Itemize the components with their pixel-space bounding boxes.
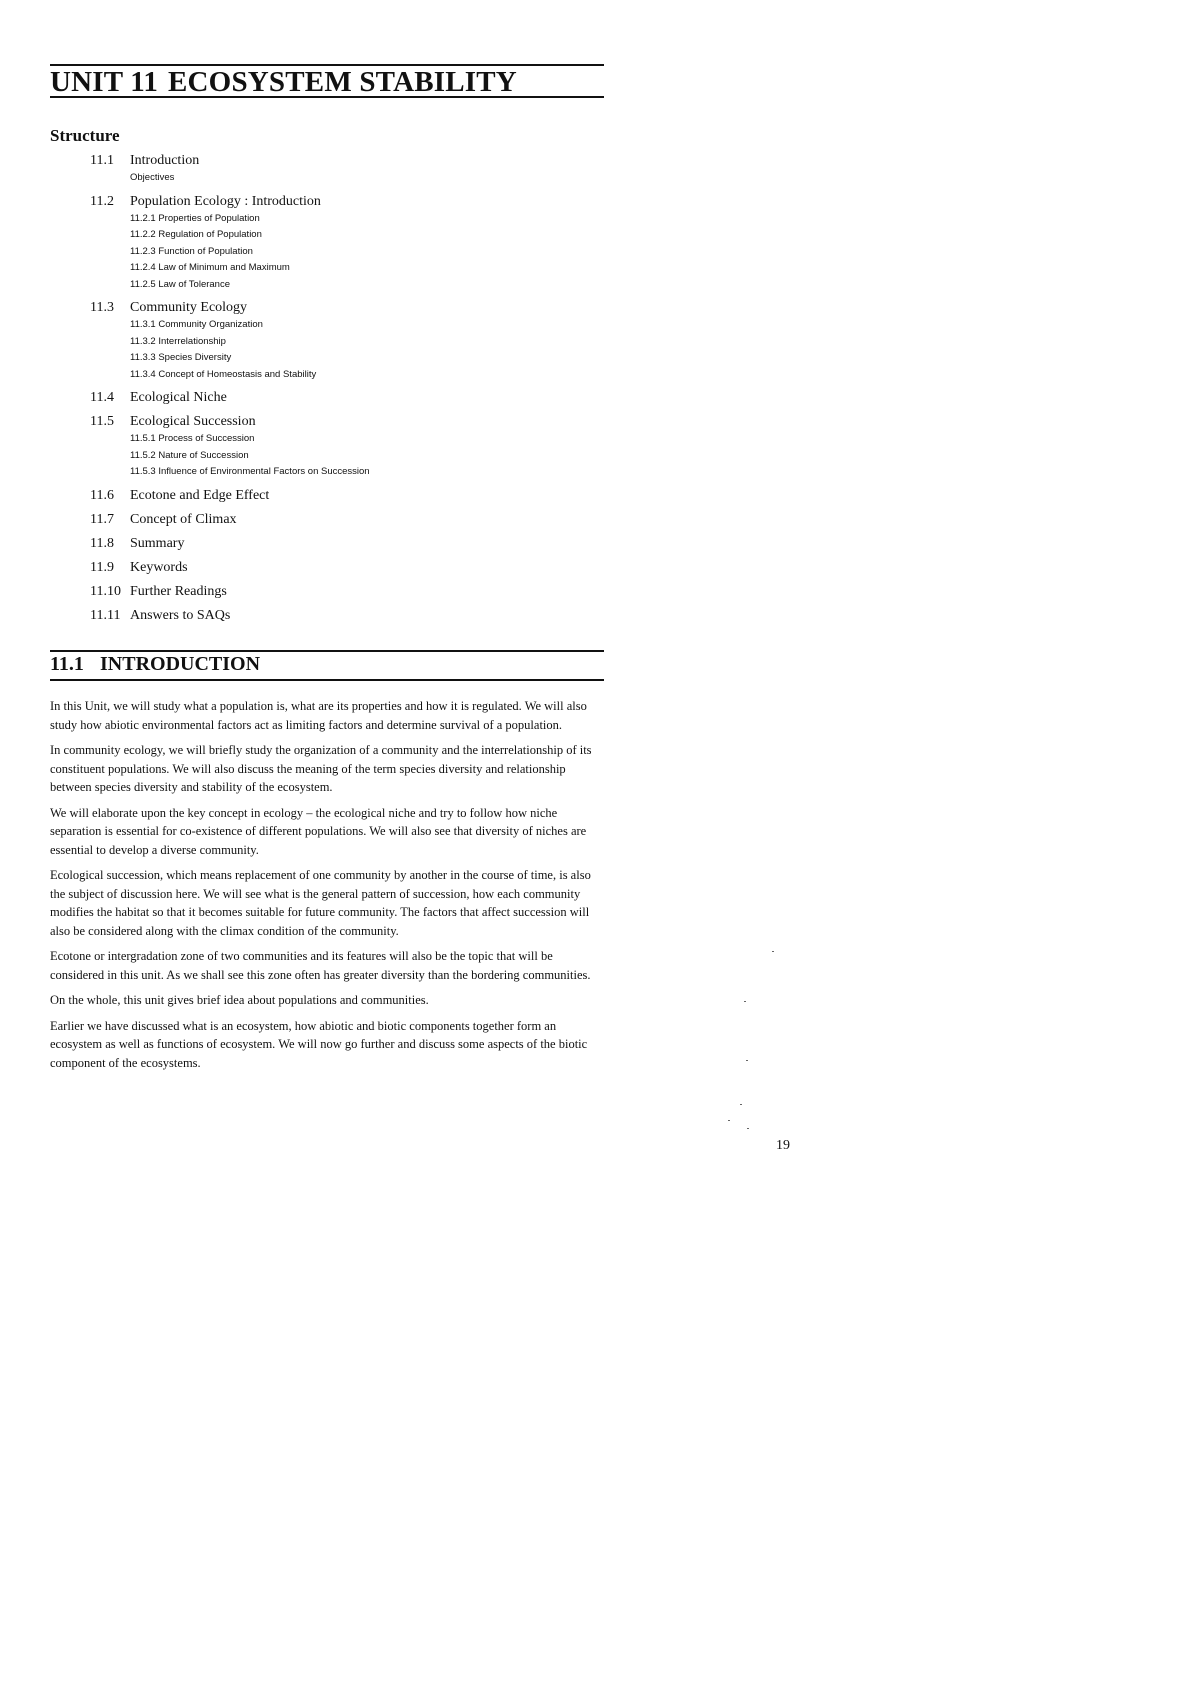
scan-speck — [740, 1104, 742, 1105]
toc-section-number: 11.8 — [90, 535, 114, 551]
toc-main-line — [90, 299, 610, 317]
toc-section-title: Population Ecology : Introduction — [130, 193, 321, 209]
scan-speck — [746, 1060, 748, 1061]
toc-section-title: Community Ecology — [130, 300, 248, 315]
toc-main-line — [90, 535, 610, 553]
intro-bottom-rule — [50, 679, 604, 681]
toc-subsection: 11.5.1 Process of Succession — [130, 433, 255, 444]
toc-entry — [90, 193, 610, 294]
toc-main-line — [90, 413, 610, 431]
introduction-body — [50, 697, 598, 1079]
toc-section-number: 11.6 — [90, 487, 114, 503]
toc-entry — [90, 487, 610, 505]
page-number: 19 — [776, 1138, 790, 1153]
toc-entry — [90, 299, 610, 383]
paragraph: In community ecology, we will briefly study the organization of a community and the interrelationship of its constituent populations. We will also discuss the meaning of the term species diversity and relationship between species diversity and stability of the ecosystem. — [50, 743, 592, 794]
section-number: 11.1 — [50, 653, 84, 675]
section-title: INTRODUCTION — [100, 653, 261, 675]
toc-section-number: 11.5 — [90, 414, 114, 429]
toc-section-title: Keywords — [130, 559, 188, 575]
toc-entry — [90, 607, 610, 625]
toc-section-number: 11.10 — [90, 583, 121, 599]
toc-subsection: 11.5.2 Nature of Succession — [130, 449, 249, 461]
section-heading — [50, 653, 260, 676]
table-of-contents — [90, 152, 610, 631]
toc-main-line — [90, 511, 610, 529]
scan-speck — [747, 1128, 749, 1129]
unit-title — [50, 66, 517, 99]
toc-entry — [90, 413, 610, 481]
toc-entry — [90, 152, 610, 187]
toc-main-line — [90, 583, 610, 601]
toc-section-number: 11.7 — [90, 511, 114, 527]
scan-speck — [728, 1120, 730, 1121]
toc-entry — [90, 583, 610, 601]
paragraph: On the whole, this unit gives brief idea about populations and communities. — [50, 993, 429, 1007]
toc-section-number: 11.4 — [90, 390, 114, 405]
unit-bottom-rule — [50, 96, 604, 98]
unit-number: UNIT 11 — [50, 66, 159, 98]
toc-subsection: 11.5.3 Influence of Environmental Factors on Succession — [130, 466, 370, 477]
toc-entry — [90, 559, 610, 577]
scan-speck — [772, 951, 774, 952]
paragraph: Ecological succession, which means replacement of one community by another in the course of time, is also the subject of discussion here. We will see what is the general pattern of succession, how each community modifies the habitat so that it becomes suitable for future community. The factors that affect succession will also be considered along with the climax condition of the community. — [50, 868, 591, 938]
toc-main-line — [90, 193, 610, 211]
toc-subsection: 11.2.3 Function of Population — [130, 245, 253, 257]
intro-top-rule — [50, 650, 604, 652]
toc-subsection: 11.2.4 Law of Minimum and Maximum — [130, 262, 290, 273]
toc-entry — [90, 511, 610, 529]
paragraph: Earlier we have discussed what is an ecosystem, how abiotic and biotic components together form an ecosystem as well as functions of ecosystem. We will now go further and discuss some aspects of the biotic component of the ecosystems. — [50, 1018, 588, 1070]
unit-name: ECOSYSTEM STABILITY — [168, 66, 517, 98]
paragraph: In this Unit, we will study what a population is, what are its properties and how it is regulated. We will also study how abiotic environmental factors act as limiting factors and determine survival of a population. — [50, 699, 587, 732]
toc-entry — [90, 389, 610, 407]
toc-main-line — [90, 607, 610, 625]
toc-subsection: 11.3.2 Interrelationship — [130, 335, 226, 347]
toc-main-line — [90, 389, 610, 407]
toc-section-number: 11.3 — [90, 300, 114, 315]
toc-entry — [90, 535, 610, 553]
paragraph: Ecotone or intergradation zone of two communities and its features will also be the topic that will be considered in this unit. As we shall see this zone often has greater diversity than the bordering communities. — [50, 949, 591, 982]
toc-section-title: Concept of Climax — [130, 511, 237, 527]
toc-subsection: 11.2.2 Regulation of Population — [130, 229, 262, 240]
scan-speck — [744, 1001, 746, 1002]
paragraph: We will elaborate upon the key concept in ecology – the ecological niche and try to follow how niche separation is essential for co-existence of different populations. We will also see that diversity of niches are essential to develop a diverse community. — [50, 805, 587, 857]
toc-section-number: 11.2 — [90, 193, 114, 209]
toc-subsection: Objectives — [130, 172, 175, 183]
toc-section-title: Ecological Succession — [130, 414, 256, 429]
toc-subsection: 11.3.3 Species Diversity — [130, 352, 232, 363]
toc-section-title: Further Readings — [130, 583, 227, 599]
toc-section-title: Introduction — [130, 153, 200, 168]
toc-section-number: 11.9 — [90, 559, 114, 575]
toc-section-title: Ecological Niche — [130, 390, 227, 405]
toc-section-number: 11.1 — [90, 153, 114, 168]
toc-main-line — [90, 152, 610, 170]
toc-main-line — [90, 559, 610, 577]
toc-section-title: Ecotone and Edge Effect — [130, 487, 270, 503]
toc-subsection: 11.2.5 Law of Tolerance — [130, 278, 230, 290]
structure-heading: Structure — [50, 126, 120, 145]
toc-subsection: 11.3.1 Community Organization — [130, 319, 263, 330]
toc-section-title: Summary — [130, 535, 185, 551]
toc-section-number: 11.11 — [90, 607, 121, 623]
toc-main-line — [90, 487, 610, 505]
toc-subsection: 11.2.1 Properties of Population — [130, 212, 260, 224]
toc-subsection: 11.3.4 Concept of Homeostasis and Stability — [130, 368, 317, 380]
toc-section-title: Answers to SAQs — [130, 607, 231, 623]
